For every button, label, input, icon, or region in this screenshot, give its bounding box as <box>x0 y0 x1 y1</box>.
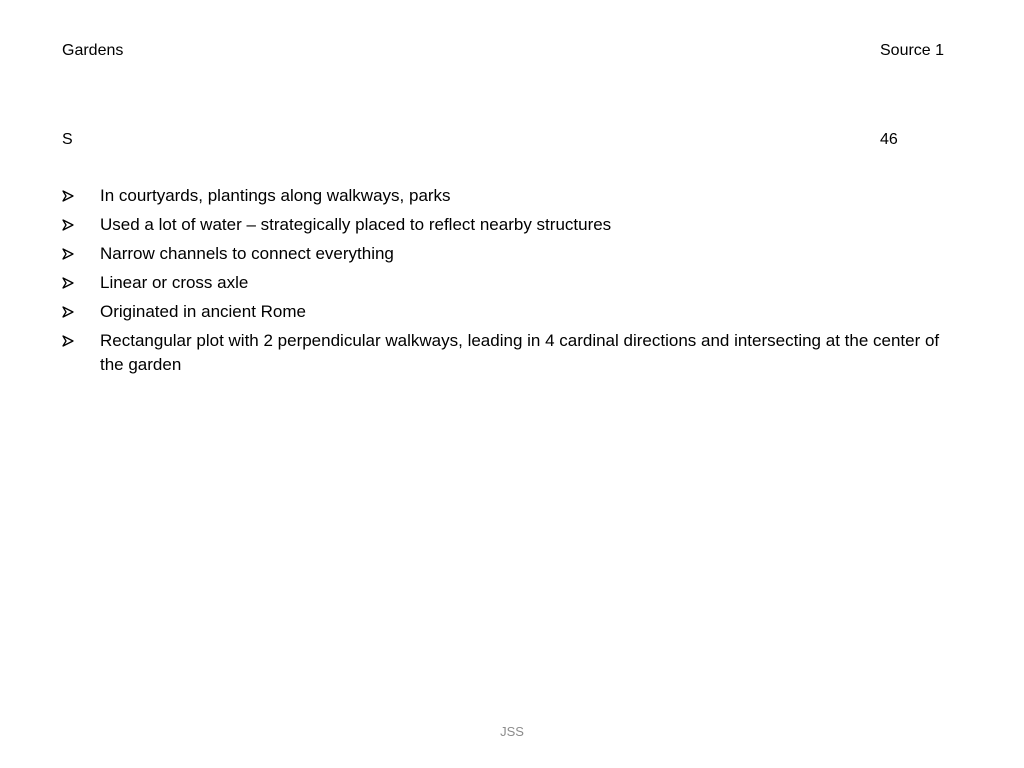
bullet-item <box>62 329 952 377</box>
bullet-item <box>62 300 952 324</box>
arrowhead-bullet-icon <box>62 306 74 318</box>
source-label: Source 1 <box>880 42 945 59</box>
arrowhead-bullet-icon <box>62 248 74 260</box>
bullet-list <box>62 184 952 382</box>
arrowhead-bullet-icon <box>62 219 74 231</box>
arrowhead-bullet-icon <box>62 277 74 289</box>
bullet-text: Narrow channels to connect everything <box>100 244 394 263</box>
slide-title: Gardens <box>62 42 124 59</box>
bullet-text: Linear or cross axle <box>100 273 249 292</box>
bullet-item <box>62 184 952 208</box>
footer-label: JSS <box>500 724 524 739</box>
bullet-text: Originated in ancient Rome <box>100 302 307 321</box>
bullet-text: Used a lot of water – strategically placed to reflect nearby structures <box>100 215 612 234</box>
page-number: 46 <box>880 131 898 148</box>
bullet-item <box>62 271 952 295</box>
sub-label: S <box>62 131 73 148</box>
bullet-text: Rectangular plot with 2 perpendicular walkways, leading in 4 cardinal directions and intersecting at the center of the garden <box>100 331 940 374</box>
bullet-text: In courtyards, plantings along walkways, parks <box>100 186 451 205</box>
arrowhead-bullet-icon <box>62 335 74 347</box>
arrowhead-bullet-icon <box>62 190 74 202</box>
bullet-item <box>62 242 952 266</box>
bullet-item <box>62 213 952 237</box>
